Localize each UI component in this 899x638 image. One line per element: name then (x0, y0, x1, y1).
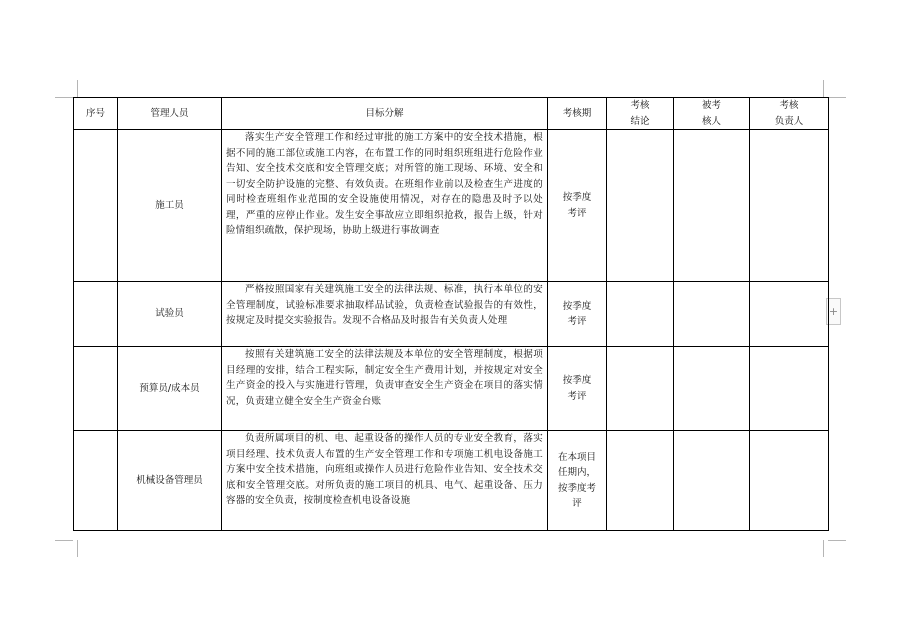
cell-assessed[interactable] (674, 347, 750, 431)
table-row (74, 431, 829, 531)
cell-manager[interactable]: 施工员 (118, 130, 222, 282)
cell-assessed[interactable] (674, 130, 750, 282)
cell-conclusion[interactable] (607, 347, 674, 431)
cell-goal[interactable] (222, 130, 548, 282)
header-conclusion-line1: 考核 (630, 100, 650, 111)
period-line2: 考评 (567, 390, 587, 402)
cell-responsible[interactable] (750, 130, 829, 282)
crop-mark-top-left-v (77, 80, 78, 97)
cell-seq[interactable] (74, 282, 118, 347)
cell-responsible[interactable] (750, 282, 829, 347)
table-row (74, 130, 829, 282)
header-responsible-line2: 负责人 (774, 115, 804, 127)
period-line2: 考评 (567, 207, 587, 219)
header-seq: 序号 (74, 98, 118, 130)
header-conclusion (607, 98, 674, 130)
cell-seq[interactable] (74, 347, 118, 431)
crop-mark-bottom-left-v (77, 540, 78, 557)
goal-text: 严格按照国家有关建筑施工安全的法律法规、标准，执行本单位的安全管理制度，试验标准要求抽取样品试验，负责检查试验报告的有效性，按规定及时提交实验报告。发现不合格品及时报告有关负责人处理 (226, 284, 543, 326)
goal-text: 落实生产安全管理工作和经过审批的施工方案中的安全技术措施，根据不同的施工部位或施工内容，在布置工作的同时组织班组进行危险作业告知、安全技术交底和安全管理交底；对所管的施工现场、环境、安全和一切安全防护设施的完整、有效负责。在班组作业前以及检查生产进度的同时检查班组作业范围的安全设施使用情况，对存在的隐患及时予以处理，严重的应停止作业。发生安全事故应立即组织抢救，报告上级，针对险情组织疏散，保护现场，协助上级进行事故调查 (226, 132, 543, 236)
header-assessed-line2: 核人 (701, 115, 721, 127)
table-row (74, 347, 829, 431)
header-responsible-line1: 考核 (779, 100, 799, 111)
cell-period[interactable] (548, 347, 607, 431)
crop-mark-bottom-left-h (55, 540, 73, 541)
cell-assessed[interactable] (674, 282, 750, 347)
crop-mark-bottom-right-h (828, 540, 846, 541)
add-column-handle[interactable]: + (826, 298, 841, 325)
cell-responsible[interactable] (750, 347, 829, 431)
cell-goal[interactable] (222, 431, 548, 531)
table-row (74, 282, 829, 347)
cell-manager[interactable]: 预算员/成本员 (118, 347, 222, 431)
cell-goal[interactable] (222, 282, 548, 347)
header-responsible (750, 98, 829, 130)
cell-manager[interactable]: 机械设备管理员 (118, 431, 222, 531)
cell-assessed[interactable] (674, 431, 750, 531)
goal-text: 按照有关建筑施工安全的法律法规及本单位的安全管理制度，根据项目经理的安排，结合工程实际，制定安全生产费用计划，并按规定对安全生产资金的投入与实施进行管理，负责审查安全生产资金在项目的落实情况，负责建立健全安全生产资金台账 (226, 349, 543, 407)
header-manager: 管理人员 (118, 98, 222, 130)
cell-conclusion[interactable] (607, 431, 674, 531)
crop-mark-top-left-h (55, 97, 73, 98)
period-line1: 按季度 (562, 192, 592, 203)
cell-conclusion[interactable] (607, 282, 674, 347)
crop-mark-top-right-h (828, 97, 846, 98)
header-goal: 目标分解 (222, 98, 548, 130)
assessment-table (73, 97, 829, 531)
header-period: 考核期 (548, 98, 607, 130)
table-header-row (74, 98, 829, 130)
cell-seq[interactable] (74, 431, 118, 531)
header-conclusion-line2: 结论 (630, 115, 650, 127)
crop-mark-bottom-right-v (823, 540, 824, 557)
crop-mark-top-right-v (823, 80, 824, 97)
header-assessed-line1: 被考 (701, 100, 721, 111)
cell-period[interactable] (548, 282, 607, 347)
cell-goal[interactable] (222, 347, 548, 431)
cell-seq[interactable] (74, 130, 118, 282)
period-line2: 考评 (567, 316, 587, 327)
cell-period[interactable] (548, 431, 607, 531)
period-line1: 按季度 (562, 375, 592, 386)
period-line1: 按季度 (562, 300, 592, 312)
header-assessed (674, 98, 750, 130)
period-text: 在本项目任期内，按季度考评 (557, 451, 596, 509)
goal-text: 负责所属项目的机、电、起重设备的操作人员的专业安全教育，落实项目经理、技术负责人布置的生产安全管理工作和专项施工机电设备施工方案中安全技术措施，向班组或操作人员进行危险作业告知、安全技术交底和安全管理交底。对所负责的施工项目的机具、电气、起重设备、压力容器的安全负责，按制度检查机电设备设施 (226, 433, 543, 506)
cell-manager[interactable]: 试验员 (118, 282, 222, 347)
cell-responsible[interactable] (750, 431, 829, 531)
cell-conclusion[interactable] (607, 130, 674, 282)
cell-period[interactable] (548, 130, 607, 282)
